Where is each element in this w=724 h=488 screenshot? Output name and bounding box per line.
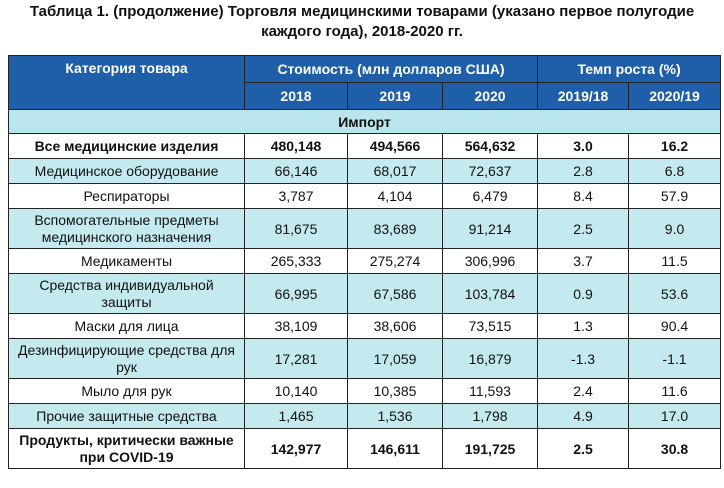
cell-growth-2019-18: 1.3 (538, 314, 629, 339)
cell-2020: 91,214 (443, 209, 538, 249)
cell-2019: 1,536 (348, 404, 443, 429)
title-line-2: каждого года), 2018-2020 гг. (261, 23, 463, 40)
cell-growth-2019-18: 2.8 (538, 159, 629, 184)
cell-2019: 146,611 (348, 429, 443, 469)
cell-2020: 11,593 (443, 379, 538, 404)
cell-growth-2020-19: 53.6 (629, 274, 721, 314)
row-category: Мыло для рук (9, 379, 245, 404)
row-category: Прочие защитные средства (9, 404, 245, 429)
header-2018: 2018 (245, 83, 348, 110)
cell-2018: 38,109 (245, 314, 348, 339)
cell-2019: 38,606 (348, 314, 443, 339)
cell-growth-2020-19: 17.0 (629, 404, 721, 429)
cell-growth-2019-18: 3.0 (538, 134, 629, 159)
cell-growth-2019-18: 8.4 (538, 184, 629, 209)
cell-growth-2020-19: 6.8 (629, 159, 721, 184)
table-title (0, 2, 724, 42)
trade-table (8, 55, 721, 469)
row-category: Продукты, критически важные при COVID-19 (9, 429, 245, 469)
cell-2020: 103,784 (443, 274, 538, 314)
cell-2019: 494,566 (348, 134, 443, 159)
row-category: Дезинфицирующие средства для рук (9, 339, 245, 379)
section-label: Импорт (9, 110, 721, 134)
header-2020: 2020 (443, 83, 538, 110)
row-category: Медицинское оборудование (9, 159, 245, 184)
cell-2020: 1,798 (443, 404, 538, 429)
cell-growth-2019-18: -1.3 (538, 339, 629, 379)
cell-growth-2020-19: 11.5 (629, 249, 721, 274)
header-growth-2020-19: 2020/19 (629, 83, 721, 110)
table-row (9, 274, 721, 314)
cell-growth-2020-19: 90.4 (629, 314, 721, 339)
header-value-group: Стоимость (млн долларов США) (245, 56, 538, 83)
cell-growth-2020-19: 9.0 (629, 209, 721, 249)
cell-2018: 17,281 (245, 339, 348, 379)
cell-2019: 67,586 (348, 274, 443, 314)
cell-2020: 72,637 (443, 159, 538, 184)
table-row (9, 134, 721, 159)
cell-2019: 275,274 (348, 249, 443, 274)
title-line-1: Таблица 1. (продолжение) Торговля медицинскими товарами (указано первое полугодие (29, 3, 695, 20)
cell-growth-2019-18: 0.9 (538, 274, 629, 314)
cell-growth-2019-18: 4.9 (538, 404, 629, 429)
cell-2020: 191,725 (443, 429, 538, 469)
cell-2019: 83,689 (348, 209, 443, 249)
cell-2018: 3,787 (245, 184, 348, 209)
cell-growth-2020-19: -1.1 (629, 339, 721, 379)
header-growth-2019-18: 2019/18 (538, 83, 629, 110)
cell-2018: 142,977 (245, 429, 348, 469)
table-row (9, 339, 721, 379)
cell-growth-2020-19: 57.9 (629, 184, 721, 209)
table-row (9, 209, 721, 249)
cell-growth-2019-18: 2.5 (538, 429, 629, 469)
cell-2018: 66,995 (245, 274, 348, 314)
cell-2018: 480,148 (245, 134, 348, 159)
cell-2018: 1,465 (245, 404, 348, 429)
section-row (9, 110, 721, 134)
table-row (9, 314, 721, 339)
row-category: Респираторы (9, 184, 245, 209)
cell-growth-2019-18: 2.5 (538, 209, 629, 249)
cell-growth-2020-19: 16.2 (629, 134, 721, 159)
cell-2018: 66,146 (245, 159, 348, 184)
cell-2018: 10,140 (245, 379, 348, 404)
table-row (9, 184, 721, 209)
row-category: Маски для лица (9, 314, 245, 339)
table-row (9, 379, 721, 404)
header-category: Категория товара (9, 56, 245, 110)
cell-2018: 265,333 (245, 249, 348, 274)
header-2019: 2019 (348, 83, 443, 110)
cell-2019: 17,059 (348, 339, 443, 379)
cell-2020: 16,879 (443, 339, 538, 379)
cell-growth-2019-18: 2.4 (538, 379, 629, 404)
cell-2020: 73,515 (443, 314, 538, 339)
cell-2020: 564,632 (443, 134, 538, 159)
table-row (9, 404, 721, 429)
cell-growth-2019-18: 3.7 (538, 249, 629, 274)
cell-2020: 306,996 (443, 249, 538, 274)
table-row (9, 249, 721, 274)
cell-2020: 6,479 (443, 184, 538, 209)
row-category: Вспомогательные предметы медицинского назначения (9, 209, 245, 249)
cell-growth-2020-19: 30.8 (629, 429, 721, 469)
cell-2019: 4,104 (348, 184, 443, 209)
cell-2019: 68,017 (348, 159, 443, 184)
row-category: Медикаменты (9, 249, 245, 274)
table-row (9, 159, 721, 184)
row-category: Все медицинские изделия (9, 134, 245, 159)
header-row-groups (9, 56, 721, 83)
cell-growth-2020-19: 11.6 (629, 379, 721, 404)
table-row (9, 429, 721, 469)
cell-2018: 81,675 (245, 209, 348, 249)
header-growth-group: Темп роста (%) (538, 56, 721, 83)
row-category: Средства индивидуальной защиты (9, 274, 245, 314)
cell-2019: 10,385 (348, 379, 443, 404)
